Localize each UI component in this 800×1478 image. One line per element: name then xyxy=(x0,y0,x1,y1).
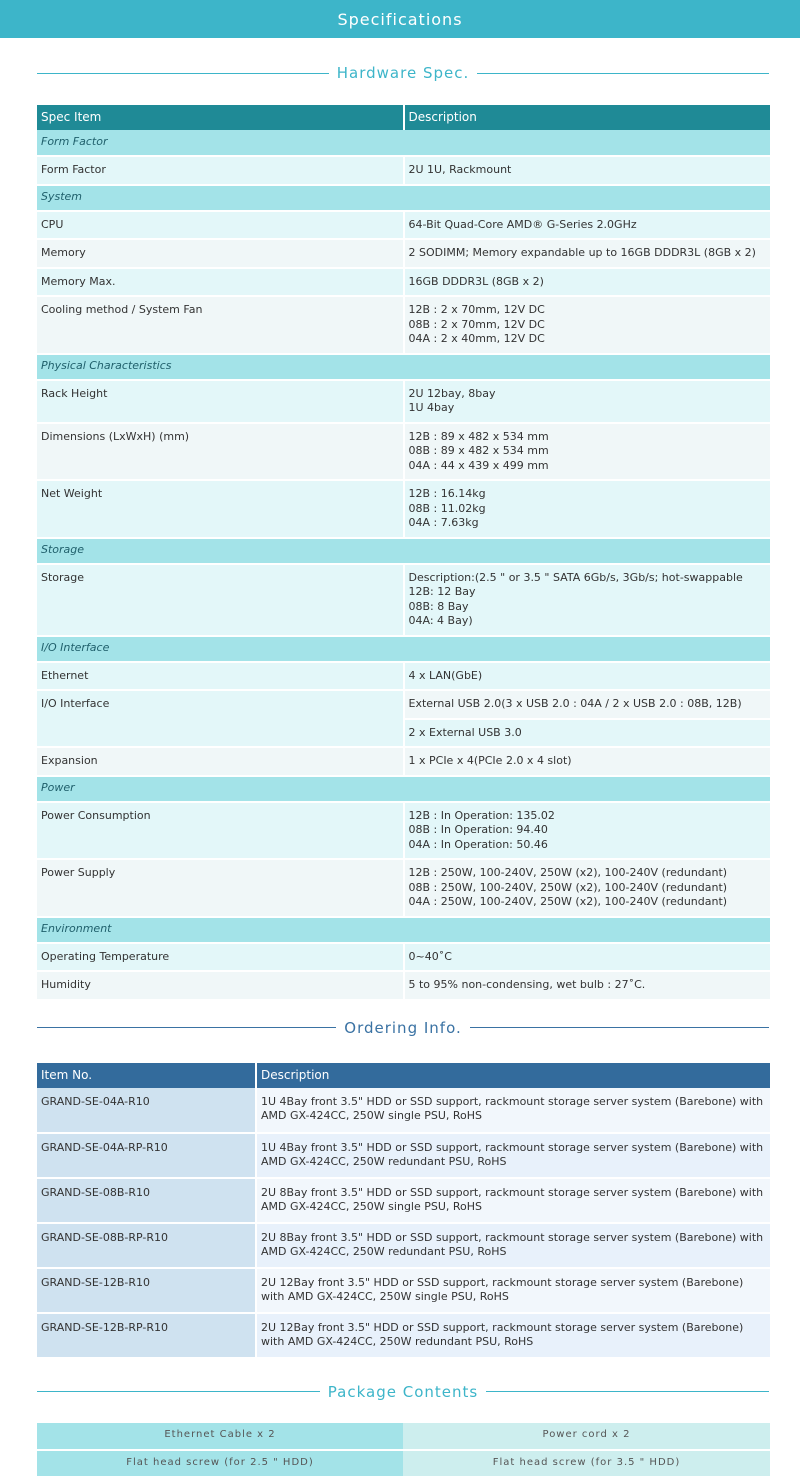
item-no-cell: GRAND-SE-12B-R10 xyxy=(37,1268,256,1313)
table-row xyxy=(37,1268,770,1313)
group-label: I/O Interface xyxy=(37,636,770,662)
spec-description-cell xyxy=(404,423,771,481)
spec-item-cell: I/O Interface xyxy=(37,690,404,747)
spec-item-cell: Humidity xyxy=(37,971,404,1000)
description-line: 08B : In Operation: 94.40 xyxy=(408,823,548,836)
package-item: Ethernet Cable x 2 xyxy=(37,1423,403,1450)
group-row xyxy=(37,917,770,943)
spec-item-cell: Form Factor xyxy=(37,156,404,185)
description-line: 04A : 44 x 439 x 499 mm xyxy=(408,458,549,472)
spec-description-cell xyxy=(404,296,771,354)
group-row xyxy=(37,354,770,380)
header-description: Description xyxy=(404,105,771,130)
spec-item-cell: CPU xyxy=(37,211,404,240)
description-line: 04A : In Operation: 50.46 xyxy=(408,837,548,851)
spec-description-cell xyxy=(404,480,771,538)
group-label: Form Factor xyxy=(37,130,770,156)
header-spec-item: Spec Item xyxy=(37,105,404,130)
hardware-spec-heading xyxy=(37,58,769,88)
spec-description-cell xyxy=(404,859,771,917)
table-row xyxy=(37,156,770,185)
spec-item-cell: Rack Height xyxy=(37,380,404,423)
description-line: 12B : 250W, 100-240V, 250W (x2), 100-240V (redundant) xyxy=(408,866,728,879)
package-row xyxy=(37,1423,770,1450)
spec-description-cell xyxy=(404,211,771,240)
description-line: 08B : 89 x 482 x 534 mm xyxy=(408,444,549,457)
table-header-row xyxy=(37,1063,770,1088)
group-row xyxy=(37,130,770,156)
header-item-no: Item No. xyxy=(37,1063,256,1088)
group-label: Physical Characteristics xyxy=(37,354,770,380)
table-row xyxy=(37,971,770,1000)
description-line: 04A : 7.63kg xyxy=(408,516,479,529)
package-contents-heading xyxy=(37,1377,769,1407)
spec-item-cell: Net Weight xyxy=(37,480,404,538)
item-no-cell: GRAND-SE-08B-R10 xyxy=(37,1178,256,1223)
spec-item-cell: Dimensions (LxWxH) (mm) xyxy=(37,423,404,481)
package-row xyxy=(37,1450,770,1477)
group-row xyxy=(37,538,770,564)
table-row xyxy=(37,1313,770,1358)
table-row xyxy=(37,564,770,636)
description-line: Description:(2.5 " or 3.5 " SATA 6Gb/s, 3Gb/s; hot-swappable xyxy=(408,570,743,584)
item-description-cell: 2U 8Bay front 3.5" HDD or SSD support, rackmount storage server system (Barebone) with AMD GX-424CC, 250W redundant PSU, RoHS xyxy=(256,1223,770,1268)
spec-description-cell: 2 x External USB 3.0 xyxy=(404,719,771,748)
group-label: Environment xyxy=(37,917,770,943)
table-row xyxy=(37,662,770,691)
group-row xyxy=(37,185,770,211)
package-contents-title: Package Contents xyxy=(327,1382,479,1401)
table-row xyxy=(37,690,770,719)
description-line: External USB 2.0(3 x USB 2.0 : 04A / 2 x USB 2.0 : 08B, 12B) xyxy=(408,697,742,710)
spec-item-cell: Operating Temperature xyxy=(37,943,404,972)
group-label: Power xyxy=(37,776,770,802)
description-line: 12B : 89 x 482 x 534 mm xyxy=(408,429,549,443)
description-line: 2U 1U, Rackmount xyxy=(408,163,512,176)
table-row xyxy=(37,239,770,268)
description-line: 08B : 2 x 70mm, 12V DC xyxy=(408,317,545,331)
divider-line xyxy=(37,73,329,74)
description-line: 16GB DDDR3L (8GB x 2) xyxy=(408,274,544,288)
spec-item-cell: Storage xyxy=(37,564,404,636)
item-no-cell: GRAND-SE-08B-RP-R10 xyxy=(37,1223,256,1268)
spec-item-cell: Ethernet xyxy=(37,662,404,691)
table-row xyxy=(37,1088,770,1133)
description-line: 4 x LAN(GbE) xyxy=(408,668,483,682)
divider-line xyxy=(477,73,769,74)
spec-item-cell: Power Supply xyxy=(37,859,404,917)
table-row xyxy=(37,747,770,776)
description-line: 2 SODIMM; Memory expandable up to 16GB DDDR3L (8GB x 2) xyxy=(408,246,756,259)
item-description-cell: 2U 8Bay front 3.5" HDD or SSD support, rackmount storage server system (Barebone) with AMD GX-424CC, 250W single PSU, RoHS xyxy=(256,1178,770,1223)
description-line: 12B : 16.14kg xyxy=(408,487,486,500)
group-label: System xyxy=(37,185,770,211)
item-description-cell: 1U 4Bay front 3.5" HDD or SSD support, rackmount storage server system (Barebone) with AMD GX-424CC, 250W redundant PSU, RoHS xyxy=(256,1133,770,1178)
table-row xyxy=(37,211,770,240)
item-description-cell: 1U 4Bay front 3.5" HDD or SSD support, rackmount storage server system (Barebone) with AMD GX-424CC, 250W single PSU, RoHS xyxy=(256,1088,770,1133)
ordering-info-table xyxy=(37,1063,770,1359)
description-line: 04A : 2 x 40mm, 12V DC xyxy=(408,332,545,345)
spec-description-cell xyxy=(404,747,771,776)
package-item: Power cord x 2 xyxy=(403,1423,770,1450)
group-row xyxy=(37,636,770,662)
description-line: 04A: 4 Bay) xyxy=(408,614,473,627)
table-row xyxy=(37,1223,770,1268)
package-contents-table xyxy=(37,1423,770,1478)
package-item: Flat head screw (for 2.5 " HDD) xyxy=(37,1450,403,1477)
description-line: 08B : 11.02kg xyxy=(408,501,486,515)
description-line: 12B : 2 x 70mm, 12V DC xyxy=(408,303,545,316)
table-row xyxy=(37,802,770,860)
table-row xyxy=(37,1133,770,1178)
package-item: Flat head screw (for 3.5 " HDD) xyxy=(403,1450,770,1477)
header-description: Description xyxy=(256,1063,770,1088)
description-line: 12B : In Operation: 135.02 xyxy=(408,808,555,822)
description-line: 2U 12bay, 8bay xyxy=(408,386,496,400)
spec-description-cell xyxy=(404,802,771,860)
item-no-cell: GRAND-SE-04A-R10 xyxy=(37,1088,256,1133)
hardware-spec-table xyxy=(37,105,770,1001)
spec-description-cell xyxy=(404,943,771,972)
divider-line xyxy=(37,1391,320,1392)
description-line: 1U 4bay xyxy=(408,401,455,414)
table-row xyxy=(37,859,770,917)
item-no-cell: GRAND-SE-12B-RP-R10 xyxy=(37,1313,256,1358)
spec-description-cell xyxy=(404,662,771,691)
hardware-spec-title: Hardware Spec. xyxy=(336,64,470,82)
spec-item-cell: Cooling method / System Fan xyxy=(37,296,404,354)
ordering-info-heading xyxy=(37,1013,769,1043)
spec-item-cell: Memory xyxy=(37,239,404,268)
ordering-info-title: Ordering Info. xyxy=(344,1018,462,1037)
table-row xyxy=(37,1178,770,1223)
specifications-banner: Specifications xyxy=(0,0,800,38)
description-line: 0~40˚C xyxy=(408,949,452,963)
item-description-cell: 2U 12Bay front 3.5" HDD or SSD support, rackmount storage server system (Barebone) with AMD GX-424CC, 250W redundant PSU, RoHS xyxy=(256,1313,770,1358)
spec-item-cell: Memory Max. xyxy=(37,268,404,297)
spec-description-cell xyxy=(404,380,771,423)
table-row xyxy=(37,296,770,354)
description-line: 08B: 8 Bay xyxy=(408,599,469,613)
item-no-cell: GRAND-SE-04A-RP-R10 xyxy=(37,1133,256,1178)
description-line: 04A : 250W, 100-240V, 250W (x2), 100-240V (redundant) xyxy=(408,895,728,908)
description-line: 12B: 12 Bay xyxy=(408,585,476,598)
group-row xyxy=(37,776,770,802)
table-header-row xyxy=(37,105,770,130)
divider-line xyxy=(470,1027,769,1028)
description-line: 08B : 250W, 100-240V, 250W (x2), 100-240V (redundant) xyxy=(408,880,728,894)
table-row xyxy=(37,380,770,423)
spec-item-cell: Power Consumption xyxy=(37,802,404,860)
table-row xyxy=(37,268,770,297)
spec-description-cell xyxy=(404,690,771,719)
table-row xyxy=(37,480,770,538)
divider-line xyxy=(486,1391,769,1392)
spec-description-cell xyxy=(404,564,771,636)
spec-description-cell xyxy=(404,268,771,297)
spec-description-cell xyxy=(404,156,771,185)
spec-item-cell: Expansion xyxy=(37,747,404,776)
item-description-cell: 2U 12Bay front 3.5" HDD or SSD support, rackmount storage server system (Barebone) with AMD GX-424CC, 250W single PSU, RoHS xyxy=(256,1268,770,1313)
group-label: Storage xyxy=(37,538,770,564)
divider-line xyxy=(37,1027,336,1028)
table-row xyxy=(37,943,770,972)
description-line: 64-Bit Quad-Core AMD® G-Series 2.0GHz xyxy=(408,217,637,231)
spec-description-cell xyxy=(404,239,771,268)
table-row xyxy=(37,423,770,481)
spec-description-cell xyxy=(404,971,771,1000)
description-line: 5 to 95% non-condensing, wet bulb : 27˚C. xyxy=(408,978,646,991)
description-line: 1 x PCIe x 4(PCIe 2.0 x 4 slot) xyxy=(408,754,572,767)
